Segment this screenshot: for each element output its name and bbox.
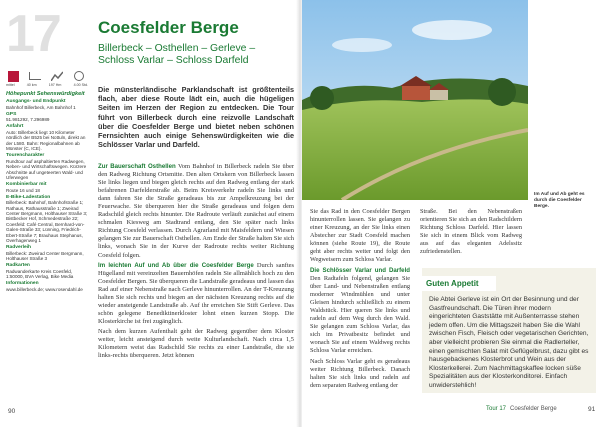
paragraph-text: Durch sanftes Hügelland mit vereinzelten Bauernhöfen radeln Sie allmählich hoch zu den Coesfelder Bergen. Sie überqueren die Landstraße geradeaus und lassen das Rad auf einer Nebenstraße nach Gerleve hinunterrollen. An der T-Kreuzung halten Sie sich rechts und biegen an der nächsten Kreuzung rechts auf die wieder ansteigende Landstraße ab. Auf ihr erreichen Sie Stift Gerleve. Das schön gelegene Benediktinerkloster lohnt einen kurzen Stopp. Die Klosterkirche ist frei zugänglich.	[98, 261, 295, 325]
paragraph-text: Sie das Rad in den Coesfelder Bergen hinunterrollen lassen. Sie gelangen zu einer Kreuzung, an der Sie links einen Abstecher zur Stadt Coesfeld machen können (siehe Route 19), die Route geht aber rechts weiter und folgt den Wegweisern zum Schloss Varlar.	[310, 208, 410, 263]
sidebar-text: Radwanderkarte Kreis Coesfeld, 1:50000, BVA Verlag, Bike Media	[6, 268, 74, 280]
paragraph-text: Den Radtafeln folgend, gelangen Sie über Land- und Nebenstraßen entlang moderner Windmühlen und unter Gleisen hindurch schließlich zu einem Waldstück. Hier queren Sie links und radeln auf dem Weg durch den Wald. Sie gelangen zum Schloss Varlar, das sich im Privatbesitz befindet und wonach Sie auf einem Waldweg rechts Schloss Varlar erreichen.	[310, 275, 410, 354]
tour-number: 17	[6, 5, 60, 63]
tour-icons	[6, 70, 86, 82]
page-number-right: 91	[588, 406, 596, 413]
sidebar-text: Rundtour auf asphaltierten Radwegen, Neben- und Wirtschaftswegen. Kürzere Abschnitte auf ungeteerten Wald- und Uferwegen	[6, 158, 87, 180]
paragraph-text: Vom Bahnhof in Billerbeck radeln Sie über den Radweg Richtung Ortsmitte. Den alten Ortskern von Billerbeck lassen Sie links liegen und biegen gleich rechts auf den Radweg entlang der stark befahrenen Darfelderstraße ab. Beim Kreisverkehr radeln Sie links und dann fahren Sie die Straße geradeaus bis zur Ampelkreuzung bei der Feuerwache. Sie überqueren hier die Straße geradeaus und folgen dem Radschild gleich rechts hinunter. Die Radroute verläuft zunächst auf einem schmalen Kiesweg am Stadtrand entlang, den Sie später nach links Richtung Coesfeld verlassen. Durch Agrarland mit Maisfeldern und Wiesen gelangen Sie zur Bauerschaft Osthellen. Am Ende der Straße halten Sie sich links, wonach Sie in der Kurve der Radroute rechts weiter Richtung Coesfeld folgen.	[98, 163, 294, 259]
sidebar-text: Auto: Billerbeck liegt 10 Kilometer nördlich der B525 bei Nottuln, direkt an der L580. Bahn: Regionalbahnen ab Münster (C, ICE).	[6, 129, 86, 152]
icon-label: mittel	[6, 83, 15, 87]
icon-label: 197 Hm	[48, 83, 62, 87]
info-box-text: Die Abtei Gerleve ist ein Ort der Besinnung und der Gastfreundschaft. Die Türen ihrer modern eingerichteten Gaststätte mit Außenterrasse stehen jedem offen. Um die Mittagszeit haben Sie die Wahl zwischen Fisch, Fleisch oder vegetarischen Gerichten, aber vielleicht probieren Sie einmal die Radlerteller, einen gemischten Salat mit Geflügelbrust, dazu gibt es hausgebackenes Klosterbrot und Wein aus der Klosterkellerei. Zum Nachmittagskaffee locken süße Spezialitäten aus der Klosterkonditorei. Einfach unwiderstehlich!	[429, 296, 589, 389]
running-footer	[486, 406, 557, 412]
sidebar-heading: Radverleih	[6, 245, 32, 251]
sidebar-heading: Ausgangs- und Endpunkt	[6, 99, 66, 105]
tour-sidebar	[6, 5, 88, 292]
route-subtitle: Billerbeck – Osthellen – Gerleve – Schloss Varlar – Schloss Darfeld	[98, 43, 256, 67]
paragraph-text: Straße. Bei den Nebenstraßen orientieren Sie sich an den Radschildern Richtung Schloss Darfeld. Hier lassen Sie sich in einem Blick vom Radweg aus auf das eleganten Adelssitz zufriedenstellen.	[420, 208, 522, 255]
sidebar-text: Bahnhof Billerbeck, Am Bahnhof 1	[6, 104, 76, 110]
left-body-text	[98, 163, 294, 362]
body-paragraph	[310, 267, 410, 355]
highlights-title: Höhepunkt Sehenswürdigkeit	[6, 91, 85, 97]
sidebar-heading: Radkarten	[6, 263, 30, 269]
body-paragraph	[310, 358, 410, 390]
sidebar-info-list	[6, 99, 88, 292]
sidebar-text: www.billerbeck.de; www.rosendahl.de	[6, 286, 83, 292]
sidebar-text: 51.981292, 7.296989	[6, 117, 50, 123]
sidebar-heading: E-Bike-Ladestation	[6, 194, 51, 200]
left-page	[0, 0, 298, 427]
page-number-left: 90	[8, 408, 16, 415]
paragraph-lead: Die Schlösser Varlar und Darfeld	[310, 267, 410, 274]
body-paragraph	[98, 262, 294, 326]
footer-title: Coesfelder Berge	[510, 406, 557, 412]
page-title: Coesfelder Berge	[98, 18, 239, 37]
paragraph-lead: Im leichten Auf und Ab über die Coesfelder Berge	[98, 261, 254, 269]
body-paragraph	[98, 328, 294, 360]
right-column-2	[420, 208, 522, 259]
sidebar-text: Billerbeck: Zweirad Center Bergmann, Holthauser Straße 3	[6, 250, 84, 262]
elevation-icon	[50, 70, 64, 82]
sidebar-heading: Anfahrt	[6, 124, 24, 130]
mittel-icon	[6, 70, 20, 82]
time-icon	[72, 70, 86, 82]
icon-label: 4.00 Std.	[73, 83, 88, 87]
footer-tour: Tour 17	[486, 406, 507, 412]
intro-paragraph: Die münsterländische Parklandschaft ist größtenteils flach, aber diese Route lädt ein, auch die hügeligen Seiten im Herzen der Region zu entdecken. Die Tour führt von Billerbeck durch eine reizvolle Landschaft über die Coesfelder Berge und bietet neben schönen Fernsichten auch einige Sehenswürdigkeiten wie die Schlösser Varlar und Darfeld.	[98, 85, 294, 150]
sidebar-heading: Informationen	[6, 281, 39, 287]
body-paragraph	[310, 208, 410, 264]
paragraph-text: Nach Schloss Varlar geht es geradeaus weiter Richtung Billerbeck. Danach halten Sie sich links und radeln auf dem separaten Radweg entlang der	[310, 358, 410, 389]
icon-labels	[6, 83, 88, 87]
sidebar-text: Route 16 und 18	[6, 187, 40, 193]
sidebar-text: Billerbeck: Bahnhof, Bahnhofstraße 1; Rathaus, Rathausstraße 1; Zweirad Center Bergmann, Holthauser Straße 3; Bistbecker Hof, Schmedestraße 22; Coesfeld: Café Central, Bernhard-von-Galen-Straße 33; Lünning, Friedrich-Ebert-Straße 7; Brauhaus Stephanus, Overhagenweg 1	[6, 200, 88, 244]
body-paragraph	[98, 163, 294, 260]
landscape-photo	[302, 0, 528, 200]
paragraph-lead: Zur Bauerschaft Osthellen	[98, 163, 176, 170]
info-box-title: Guten Appetit	[422, 276, 496, 291]
paragraph-text: Nach dem kurzen Aufenthalt geht der Radweg gegenüber dem Kloster weiter, leicht ansteigend durch weite Kulturlandschaft. Nach circa 1,5 Kilometern weist das Radschild Sie rechts zu einer Landstraße, die sie links-rechts überqueren. Jetzt können	[98, 327, 294, 360]
info-box	[422, 268, 596, 393]
right-page	[302, 0, 600, 427]
icon-label: 40 km	[26, 83, 37, 87]
sidebar-heading: GPS	[6, 111, 17, 117]
distance-icon	[28, 70, 42, 82]
sidebar-heading: Kombinierbar mit	[6, 182, 47, 187]
right-column-1	[310, 208, 410, 393]
photo-caption: Im Auf und Ab geht es durch die Coesfelder Berge.	[534, 192, 585, 210]
body-paragraph	[420, 208, 522, 256]
sidebar-heading: Tourencharakter	[6, 153, 45, 159]
